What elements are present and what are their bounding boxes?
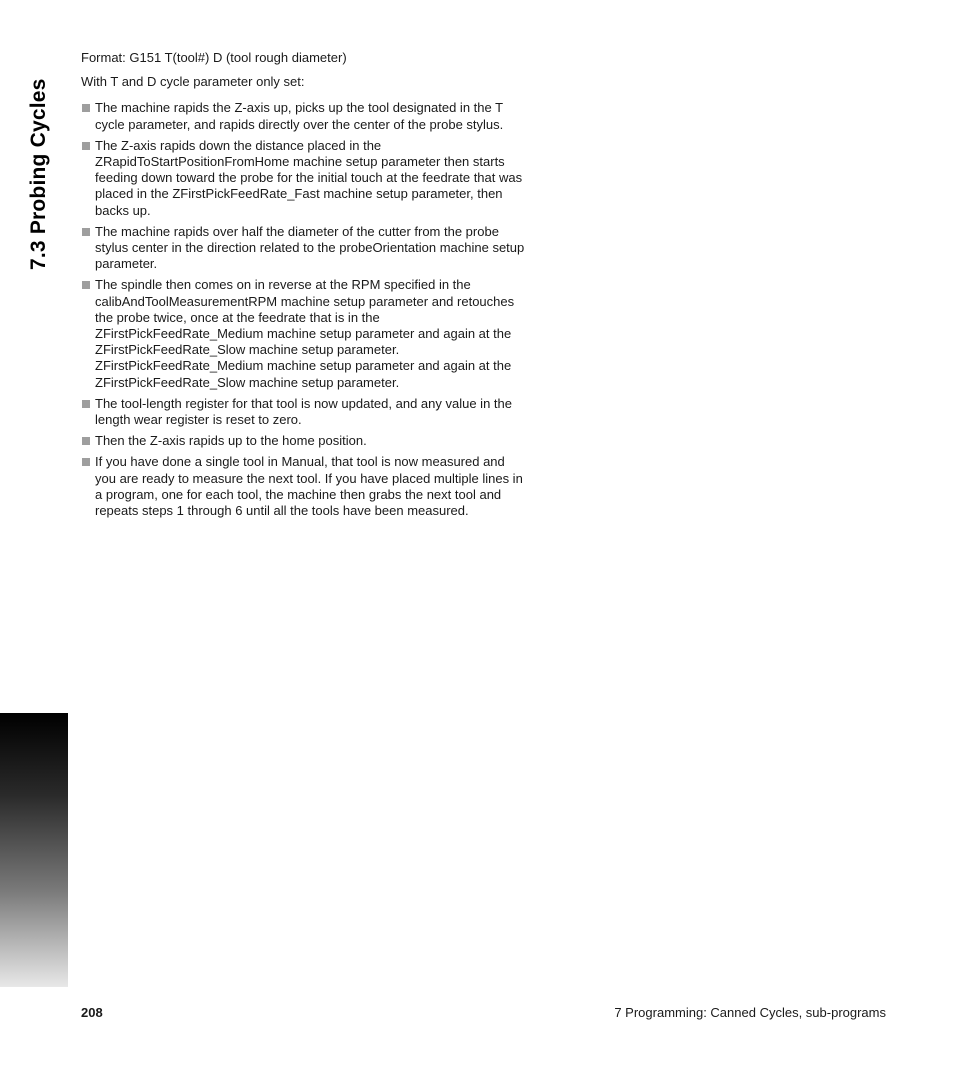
square-bullet-icon: [82, 228, 90, 236]
intro-line: With T and D cycle parameter only set:: [81, 74, 305, 90]
steps-list: [81, 100, 526, 519]
list-item: [81, 224, 526, 273]
list-item: [81, 433, 526, 449]
section-side-title: [24, 40, 54, 280]
list-item: [81, 138, 526, 219]
page-content: [81, 50, 526, 524]
format-line: Format: G151 T(tool#) D (tool rough diameter): [81, 50, 347, 65]
list-item-text: The Z-axis rapids down the distance placed in the ZRapidToStartPositionFromHome machine setup parameter then starts feeding down toward the probe for the initial touch at the feedrate that was placed in the ZFirstPickFeedRate_Fast machine setup parameter, then backs up.: [95, 137, 523, 218]
square-bullet-icon: [82, 400, 90, 408]
page-number: 208: [81, 1005, 103, 1020]
list-item-text: Then the Z-axis rapids up to the home position.: [95, 433, 367, 449]
square-bullet-icon: [82, 281, 90, 289]
list-item: [81, 396, 526, 428]
list-item: [81, 454, 526, 519]
square-bullet-icon: [82, 142, 90, 150]
square-bullet-icon: [82, 458, 90, 466]
list-item-text: The machine rapids the Z-axis up, picks up the tool designated in the T cycle parameter, and rapids directly over the center of the probe stylus.: [95, 100, 504, 132]
list-item-text: The tool-length register for that tool is now updated, and any value in the length wear register is reset to zero.: [95, 395, 512, 428]
list-item: [81, 277, 526, 390]
list-item: [81, 100, 526, 132]
list-item-text: If you have done a single tool in Manual, that tool is now measured and you are ready to measure the next tool. If you have placed multiple lines in a program, one for each tool, the machine then grabs the next tool and repeats steps 1 through 6 until all the tools have been measured.: [95, 454, 523, 519]
square-bullet-icon: [82, 104, 90, 112]
list-item-text: The spindle then comes on in reverse at the RPM specified in the calibAndToolMeasurementRPM machine setup parameter and retouches the probe twice, once at the feedrate that is in the ZFirstPickFeedRate_Medium machine setup parameter and again at the ZFirstPickFeedRate_Slow machine setup parameter. ZFirstPickFeedRate_Medium machine setup parameter and again at the ZFirstPickFeedRate_Slow machine setup parameter.: [95, 277, 515, 390]
side-gradient-tab: [0, 713, 68, 987]
chapter-title: 7 Programming: Canned Cycles, sub-programs: [614, 1005, 886, 1020]
list-item-text: The machine rapids over half the diameter of the cutter from the probe stylus center in the direction related to the probeOrientation machine setup parameter.: [95, 223, 525, 272]
square-bullet-icon: [82, 437, 90, 445]
section-side-title-text: 7.3 Probing Cycles: [27, 78, 50, 270]
